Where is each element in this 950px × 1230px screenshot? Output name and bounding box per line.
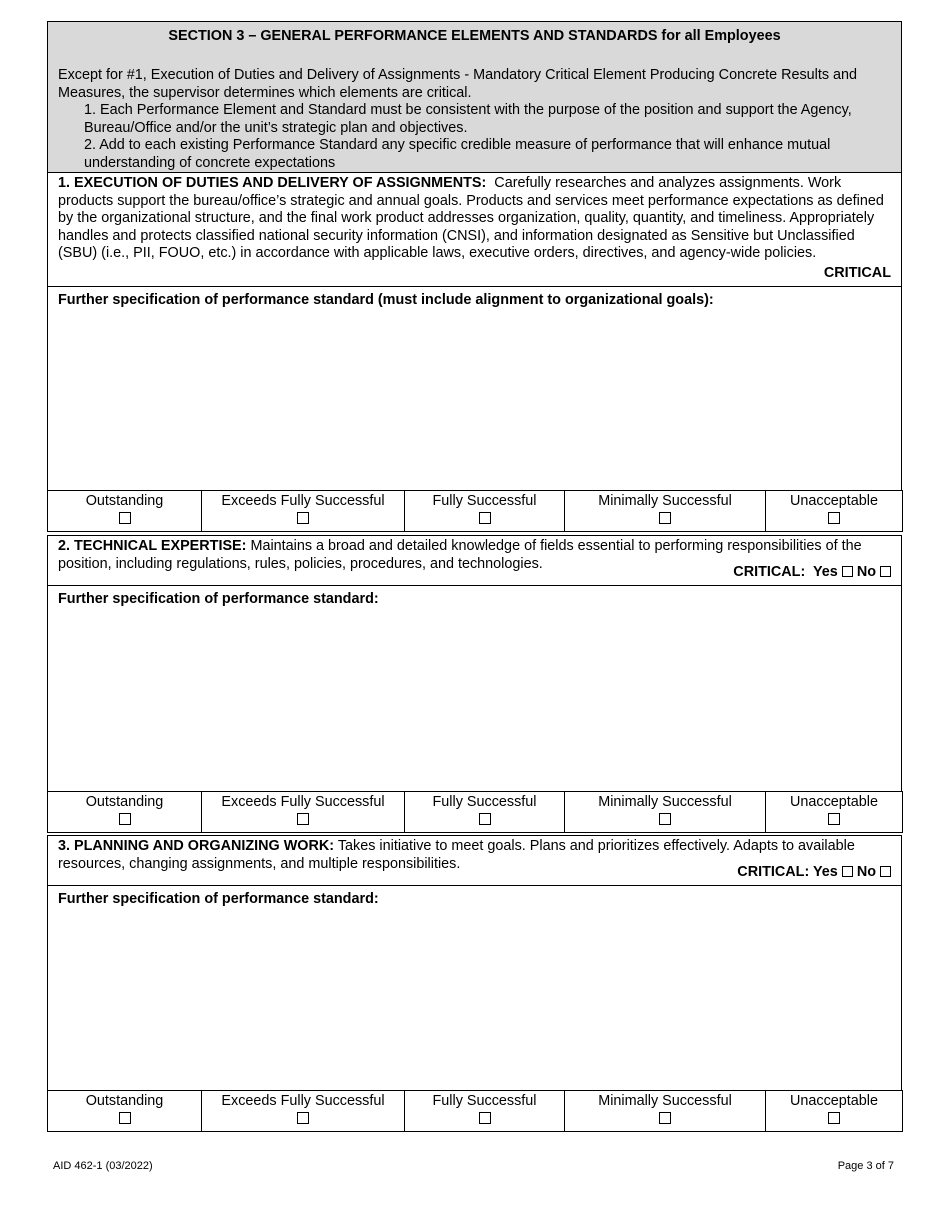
rating-fully-successful: Fully Successful: [405, 792, 565, 833]
rating-outstanding: Outstanding: [48, 792, 202, 833]
element-1-rating-row: [47, 490, 903, 532]
element-1-heading: 1. EXECUTION OF DUTIES AND DELIVERY OF ASSIGNMENTS:: [58, 175, 487, 191]
rating-checkbox[interactable]: [297, 1112, 309, 1124]
rating-outstanding: Outstanding: [48, 1091, 202, 1132]
element-1-spec-label: Further specification of performance standard (must include alignment to organizational goals):: [58, 292, 714, 308]
rating-checkbox[interactable]: [119, 813, 131, 825]
critical-yes-checkbox[interactable]: [842, 866, 853, 877]
critical-yes-checkbox[interactable]: [842, 566, 853, 577]
rating-unacceptable: Unacceptable: [766, 491, 903, 532]
rating-fully-successful: Fully Successful: [405, 491, 565, 532]
element-3-spec-label: Further specification of performance standard:: [58, 891, 379, 907]
element-2-description: [47, 535, 902, 586]
rating-checkbox[interactable]: [659, 1112, 671, 1124]
rating-fully-successful: Fully Successful: [405, 1091, 565, 1132]
element-3-spec-area[interactable]: [47, 885, 902, 1091]
section-header: [47, 21, 902, 173]
instruction-point-1: 1. Each Performance Element and Standard must be consistent with the purpose of the position and support the Agency, Bureau/Office and/or the unit’s strategic plan and objectives.: [84, 102, 852, 136]
rating-checkbox[interactable]: [297, 512, 309, 524]
element-3-description: [47, 835, 902, 886]
rating-checkbox[interactable]: [659, 813, 671, 825]
critical-no-checkbox[interactable]: [880, 566, 891, 577]
element-3-critical: CRITICAL: Yes No: [737, 864, 891, 882]
element-1-text: Carefully researches and analyzes assignments. Work products support the bureau/office’s strategic and annual goals. Products and services meet performance expectations as defined by the organizational structure, and the final work product addresses organization, quality, quantity, and timeliness. Appropriately handles and protects classified national security information (CNSI), and information designated as Sensitive but Unclassified (SBU) (i.e., PII, FOUO, etc.) in accordance with applicable laws, executive orders, directives, and agency-wide policies.: [58, 175, 884, 261]
element-2-rating-row: [47, 791, 903, 833]
rating-exceeds: Exceeds Fully Successful: [202, 491, 405, 532]
rating-checkbox[interactable]: [297, 813, 309, 825]
section-title: SECTION 3 – GENERAL PERFORMANCE ELEMENTS AND STANDARDS for all Employees: [168, 28, 781, 44]
element-2-critical: CRITICAL: Yes No: [733, 564, 891, 582]
element-1-critical: CRITICAL: [823, 264, 891, 281]
rating-checkbox[interactable]: [119, 512, 131, 524]
rating-exceeds: Exceeds Fully Successful: [202, 1091, 405, 1132]
rating-unacceptable: Unacceptable: [766, 792, 903, 833]
rating-checkbox[interactable]: [828, 512, 840, 524]
page-number: Page 3 of 7: [837, 1160, 894, 1172]
element-3-text: Takes initiative to meet goals. Plans and prioritizes effectively. Adapts to available resources, changing assignments, and multiple responsibilities.: [58, 838, 855, 872]
rating-unacceptable: Unacceptable: [766, 1091, 903, 1132]
rating-checkbox[interactable]: [479, 813, 491, 825]
rating-checkbox[interactable]: [828, 813, 840, 825]
element-1-spec-area[interactable]: [47, 286, 902, 491]
element-2-text: Maintains a broad and detailed knowledge of fields essential to performing responsibilities of the position, including regulations, rules, policies, procedures, and technologies.: [58, 538, 862, 572]
rating-checkbox[interactable]: [479, 1112, 491, 1124]
form-id: AID 462-1 (03/2022): [53, 1160, 153, 1172]
rating-checkbox[interactable]: [119, 1112, 131, 1124]
rating-outstanding: Outstanding: [48, 491, 202, 532]
element-3-heading: 3. PLANNING AND ORGANIZING WORK:: [58, 838, 335, 854]
critical-no-checkbox[interactable]: [880, 866, 891, 877]
rating-minimally-successful: Minimally Successful: [565, 1091, 766, 1132]
instruction-point-2: 2. Add to each existing Performance Standard any specific credible measure of performance that will enhance mutual understanding of concrete expectations: [84, 137, 831, 171]
rating-checkbox[interactable]: [659, 512, 671, 524]
element-2-spec-label: Further specification of performance standard:: [58, 591, 379, 607]
section-intro: Except for #1, Execution of Duties and Delivery of Assignments - Mandatory Critical Element Producing Concrete Results and Measures, the supervisor determines which elements are critical.: [58, 67, 858, 101]
rating-checkbox[interactable]: [479, 512, 491, 524]
rating-checkbox[interactable]: [828, 1112, 840, 1124]
element-3-rating-row: [47, 1090, 903, 1132]
element-2-heading: 2. TECHNICAL EXPERTISE:: [58, 538, 247, 554]
element-1-description: [47, 172, 902, 287]
rating-exceeds: Exceeds Fully Successful: [202, 792, 405, 833]
element-2-spec-area[interactable]: [47, 585, 902, 792]
rating-minimally-successful: Minimally Successful: [565, 491, 766, 532]
rating-minimally-successful: Minimally Successful: [565, 792, 766, 833]
